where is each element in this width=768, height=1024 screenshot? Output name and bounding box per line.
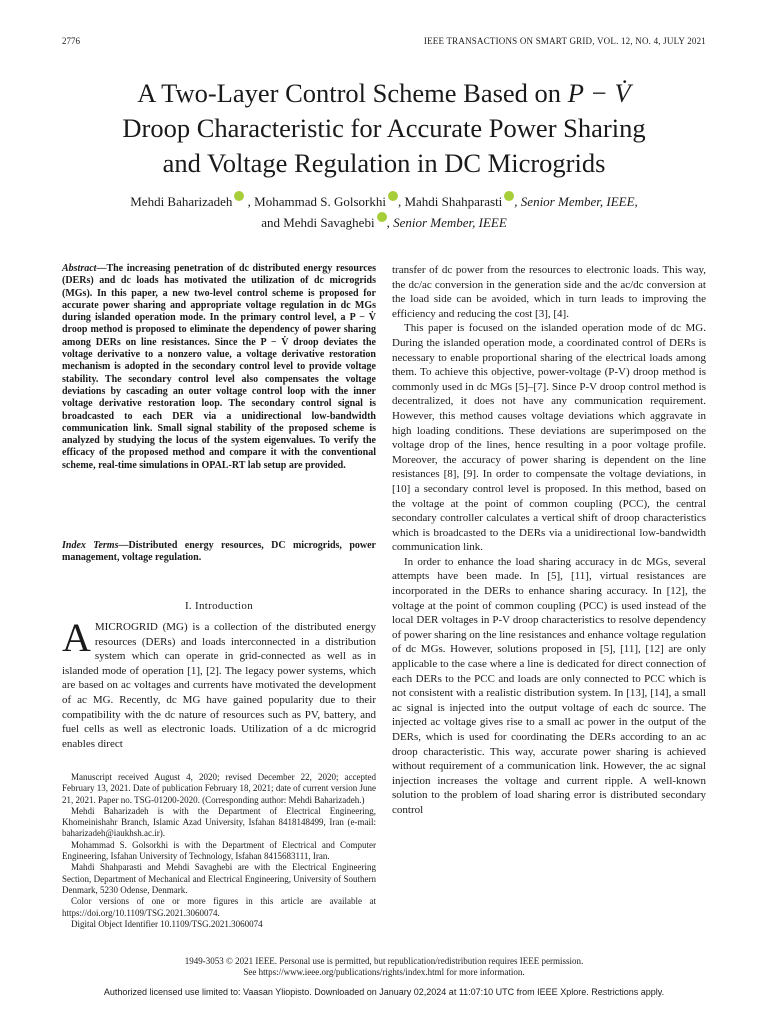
abstract [62,263,376,472]
paragraph: In order to enhance the load sharing accuracy in dc MGs, several attempts have been made. In [5], [11], virtual resistances are incorporated in the DERs to enhance sharing accuracy. In [12], the voltage at the point of common coupling (PCC) is used instead of the local DER voltages in P-V droop characteristics to resolve dependency of power sharing on the line resistances and enhance voltage regulation of dc MGs. However, solutions proposed in [5], [11], [12] are only applicable to the case where a line is dedicated for direct connection of each DERs to the PCC and loads are only connected to PCC which is not consistent with a realistic distribution system. In [13], [14], a small ac signal is injected into the output voltage of each dc source. The injected ac voltage gives rise to a small ac power in the output of the DERs, which is used for coordinating the DERs according to an ac droop characteristic. This way, accurate power sharing is achieved without requirement of a communication link. However, the ac signal injection increases the voltage and current ripple. A well-known solution to the problem of load sharing error is distributed secondary control [392,555,706,816]
copyright-line-2: See https://www.ieee.org/publications/rights/index.html for more information. [243,967,525,977]
footnote-doi: Digital Object Identifier 10.1109/TSG.2021.3060074 [71,918,263,929]
footnotes [62,772,376,930]
copyright-line-1: 1949-3053 © 2021 IEEE. Personal use is permitted, but republication/redistribution requires IEEE permission. [184,956,584,966]
author-1: Mehdi Baharizadeh [130,194,233,209]
footnote-affiliation-3: Mahdi Shahparasti and Mehdi Savaghebi are with the Electrical Engineering Section, Department of Mechanical and Electrical Engineering, University of Southern Denmark, 5230 Odense, Denmark. [62,862,376,895]
abstract-label: Abstract [62,263,97,274]
author-4: and Mehdi Savaghebi [261,215,375,230]
title-symbol: P − V̇ [567,78,631,108]
author-2: , Mohammad S. Golsorkhi [247,194,386,209]
right-column [392,263,706,818]
title-line-1: A Two-Layer Control Scheme Based on [137,78,562,108]
footnote-affiliation-2: Mohammad S. Golsorkhi is with the Department of Electrical and Computer Engineering, Isfahan University of Technology, Isfahan 8415683111, Iran. [62,839,376,862]
paragraph: transfer of dc power from the resources to electronic loads. This way, the dc/ac conversion in the generation side and the ac/dc conversion at the load side can be avoided, which in turn leads to improving the efficiency and reducing the cost [3], [4]. [392,264,706,320]
author-4-role: , Senior Member, IEEE [386,215,507,230]
index-terms-text: —Distributed energy resources, DC microgrids, power management, voltage regulation. [62,540,376,564]
orcid-icon[interactable] [234,191,244,201]
footnote-affiliation-1: Mehdi Baharizadeh is with the Department of Electrical Engineering, Khomeinishahr Branch, Islamic Azad University, Isfahan 8418148499, Iran (e-mail: baharizadeh@iaukhsh.ac.ir). [62,805,376,839]
drop-cap: A [62,615,91,660]
section-heading: I. Introduction [184,600,254,612]
paragraph: This paper is focused on the islanded operation mode of dc MG. During the islanded operation mode, a coordinated control of DERs is necessary to enable proportional sharing of the electrical loads among them. To achieve this objective, power-voltage (P-V) droop method is commonly used in dc MGs [5]–[7]. Since P-V droop control method is decentralized, it does not have any communication requirement. However, this method causes voltage deviations which aggravate in high loading conditions. These deviations are superimposed on the voltage drop of the lines, hence resulting in a poor voltage profile. Moreover, the accuracy of power sharing is dependent on the line resistances [8], [9]. In order to compensate the voltage deviations, in [10] a secondary control level is proposed. In this method, based on the voltage at the point of common coupling (PCC), the central secondary controller calculates a vertical shift of droop characteristics which is broadcasted to the DERs via a unidirectional low-bandwidth communication link. [392,322,706,554]
title-line-2: Droop Characteristic for Accurate Power Sharing [122,113,646,143]
orcid-icon[interactable] [388,191,398,201]
orcid-icon[interactable] [504,191,514,201]
paper-title [40,76,728,181]
index-terms-label: Index Terms [62,540,119,551]
author-list [40,191,728,233]
copyright-notice [40,956,728,978]
orcid-icon[interactable] [377,212,387,222]
journal-header: IEEE TRANSACTIONS ON SMART GRID, VOL. 12, NO. 4, JULY 2021 [423,36,706,46]
license-notice: Authorized licensed use limited to: Vaasan Yliopisto. Downloaded on January 02,2024 at 11:07:10 UTC from IEEE Xplore. Restrictions apply. [103,987,665,997]
footnote-manuscript: Manuscript received August 4, 2020; revised December 22, 2020; accepted February 13, 2021. Date of publication February 18, 2021; date of current version June 21, 2021. Paper no. TSG-01200-2020. (Corresponding author: Mehdi Baharizadeh.) [62,772,376,805]
page-number: 2776 [62,36,80,46]
abstract-text: —The increasing penetration of dc distributed energy resources (DERs) and dc loads has motivated the utilization of dc microgrids (MGs). In this paper, a new two-level control scheme is proposed for accurate power sharing and appropriate voltage regulation in dc MGs during islanded operation mode. In the primary control level, a P − V̇ droop method is proposed to eliminate the dependency of power sharing among DERs on line resistances. Since the P − V̇ droop deviates the voltage derivative to a nonzero value, a voltage derivative restoration mechanism is adopted in the secondary control level to provide voltage stability. The secondary control level also compensates the voltage deviations by cascading an outer voltage control loop with the inner voltage derivative restoration loop. The secondary control signal is broadcasted to each DER via a unidirectional low-bandwidth communication link. Small signal stability of the proposed scheme is analyzed by studying the locus of the system eigenvalues. To verify the efficacy of the proposed method and compare it with the conventional scheme, real-time simulations in OPAL-RT lab setup are provided. [62,263,376,471]
author-3: , Mahdi Shahparasti [397,194,503,209]
author-3-role: , Senior Member, IEEE, [514,194,638,209]
footnote-color: Color versions of one or more figures in this article are available at https://doi.org/10.1109/TSG.2021.3060074. [62,896,376,918]
index-terms [62,540,376,565]
intro-text: MICROGRID (MG) is a collection of the distributed energy resources (DERs) and loads interconnected in a distribution system which can operate in grid-connected as well as in islanded mode of operation [1], [2]. The legacy power systems, which are based on ac voltages and currents have motivated the development of ac MG. Recently, dc MG have gained popularity due to their compatibility with the dc nature of resources such as PV, battery, and fuel cells as well as electronic loads. Utilization of a dc microgrid enables direct [62,621,376,750]
title-line-3: and Voltage Regulation in DC Microgrids [162,148,606,178]
intro-paragraph [62,615,376,751]
